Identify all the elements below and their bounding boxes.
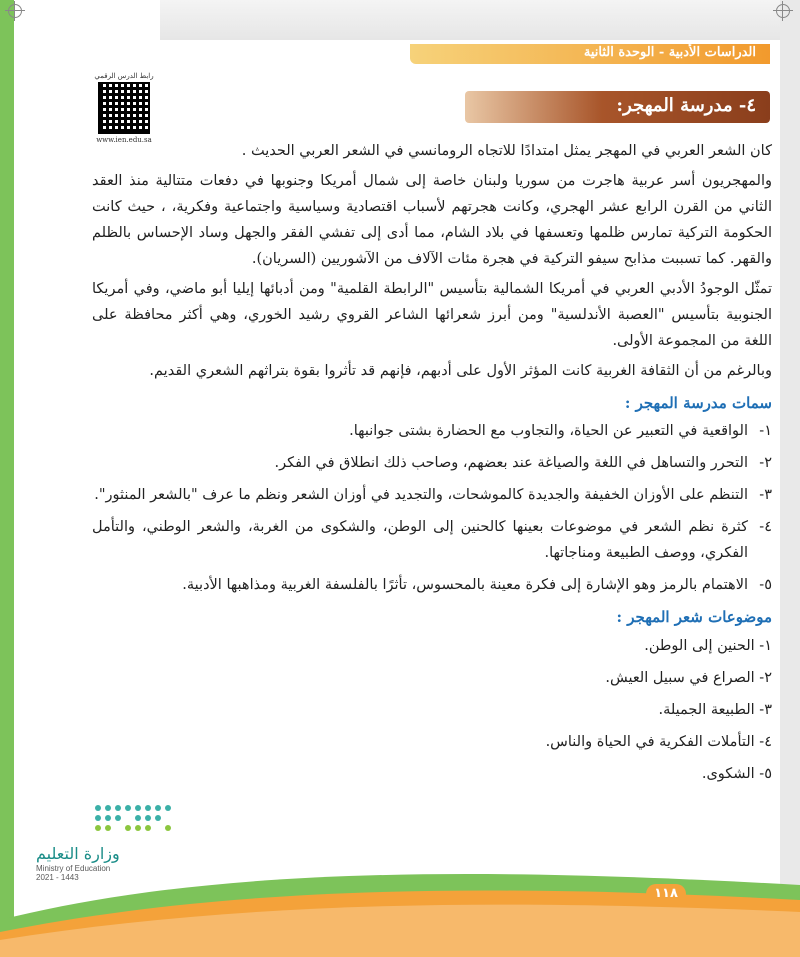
feature-number: ٣- <box>759 487 772 503</box>
feature-text: التحرر والتساهل في اللغة والصياغة عند بعضهم، وصاحب ذلك انطلاق في الفكر. <box>274 455 748 471</box>
feature-item <box>92 450 772 476</box>
feature-item <box>92 418 772 444</box>
qr-label: رابط الدرس الرقمي <box>94 72 154 80</box>
qr-url[interactable]: www.ien.edu.sa <box>96 136 152 144</box>
right-gray-band <box>780 0 800 957</box>
topic-item: ٣- الطبيعة الجميلة. <box>658 702 772 718</box>
paragraph: والمهجريون أسر عربية هاجرت من سوريا ولبنان خاصة إلى شمال أمريكا وجنوبها في دفعات متتالية منذ العقد الثاني من القرن الرابع عشر الهجري، وكانت هجرتهم لأسباب اقتصادية وسياسية واجتماعية وفكرية، ، حيث كانت الحكومة التركية تمارس ظلمها وتعسفها في بلاد الشام، مما أدى إلى تفشي الفقر والجهل وساد الإحساس بالظلم والقهر. كما تسببت مذابح سيفو التركية في هجرة مئات الآلاف من الآشوريين (السريان). <box>92 173 772 267</box>
feature-number: ٤- <box>759 519 772 535</box>
feature-number: ٥- <box>759 577 772 593</box>
ministry-dots-icon <box>90 800 180 838</box>
registration-mark-icon <box>776 4 790 18</box>
topics-heading: موضوعات شعر المهجر : <box>616 608 772 626</box>
topic-item: ٥- الشكوى. <box>701 766 772 782</box>
paragraph: تمثّل الوجودُ الأدبي العربي في أمريكا الشمالية بتأسيس "الرابطة القلمية" ومن أدبائها إيليا أبو ماضي، وفي أمريكا الجنوبية بتأسيس "العصبة الأندلسية" ومن أبرز شعرائها الشاعر القروي رشيد الخوري، وهي أكثر محافظة على اللغة من المجموعة الأولى. <box>92 281 772 349</box>
paragraph: كان الشعر العربي في المهجر يمثل امتدادًا للاتجاه الرومانسي في الشعر العربي الحديث . <box>241 143 772 159</box>
feature-number: ٢- <box>759 455 772 471</box>
registration-mark-icon <box>8 4 22 18</box>
ministry-year: 2021 - 1443 <box>36 873 79 882</box>
feature-text: التنظم على الأوزان الخفيفة والجديدة كالموشحات، والتجديد في أوزان الشعر ونظم ما عرف "بالشعر المنثور". <box>94 487 748 503</box>
feature-item <box>92 572 772 598</box>
feature-item <box>92 482 772 508</box>
page-number: ١١٨ <box>646 884 686 904</box>
ministry-name-en-text: Ministry of Education <box>36 864 111 873</box>
feature-item <box>92 514 772 566</box>
features-heading: سمات مدرسة المهجر : <box>624 394 772 412</box>
ministry-name-ar: وزارة التعليم <box>36 844 120 863</box>
paragraph: وبالرغم من أن الثقافة الغربية كانت المؤثر الأول على أدبهم، فإنهم قد تأثروا بقوة بتراثهم الشعري القديم. <box>149 363 772 379</box>
qr-code-icon[interactable] <box>98 82 150 134</box>
feature-number: ١- <box>759 423 772 439</box>
top-gray-bar <box>160 0 780 40</box>
topic-item: ٢- الصراع في سبيل العيش. <box>605 670 772 686</box>
unit-title: الدراسات الأدبية - الوحدة الثانية <box>583 45 756 60</box>
section-title: ٤- مدرسة المهجر: <box>616 95 756 116</box>
left-green-band <box>0 0 14 957</box>
feature-text: الواقعية في التعبير عن الحياة، والتجاوب مع الحضارة بشتى جوانبها. <box>349 423 748 439</box>
topic-item: ١- الحنين إلى الوطن. <box>644 638 772 654</box>
main-content <box>92 138 772 792</box>
footer-curve <box>0 860 800 957</box>
topic-item: ٤- التأملات الفكرية في الحياة والناس. <box>545 734 772 750</box>
unit-header <box>410 44 770 64</box>
feature-text: كثرة نظم الشعر في موضوعات بعينها كالحنين إلى الوطن، والشكوى من الغربة، والشعر الوطني، والتأمل الفكري، ووصف الطبيعة ومناجاتها. <box>92 519 748 561</box>
section-banner <box>465 91 770 123</box>
feature-text: الاهتمام بالرمز وهو الإشارة إلى فكرة معينة بالمحسوس، تأثرًا بالفلسفة الغربية ومذاهبها الأدبية. <box>182 577 748 593</box>
